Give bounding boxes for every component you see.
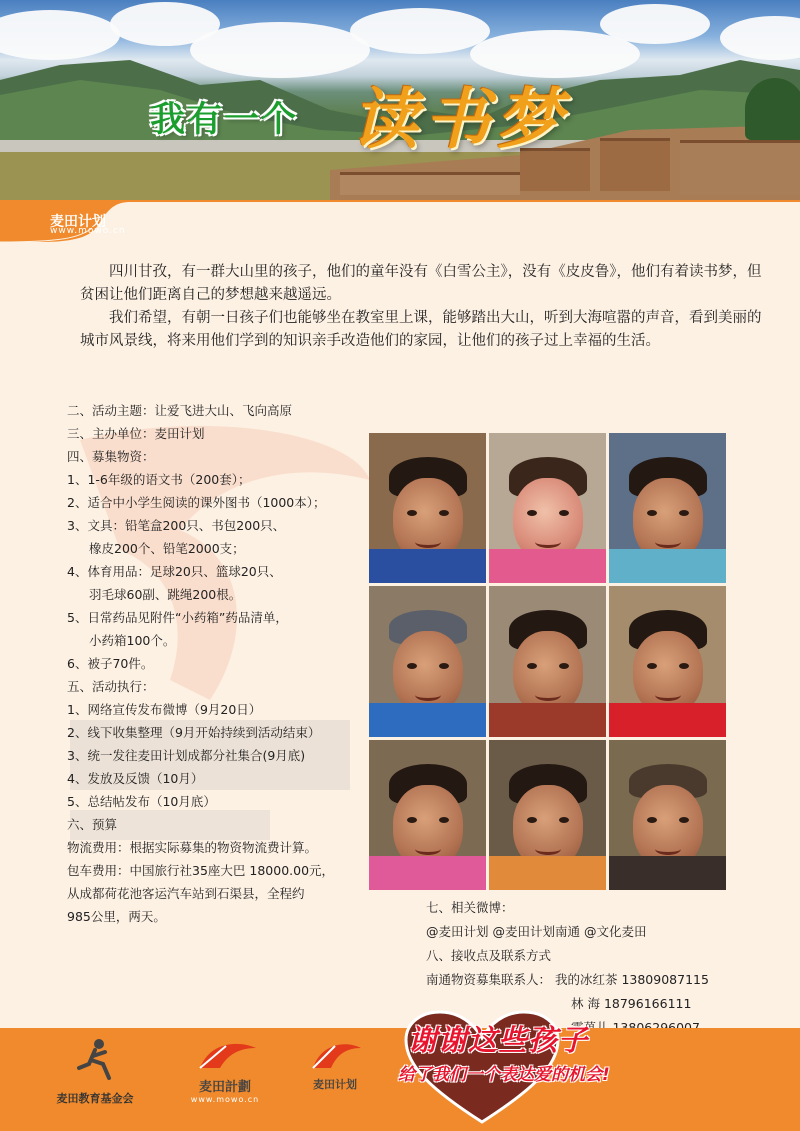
clothing bbox=[369, 703, 486, 737]
detail-line: 3、统一发往麦田计划成都分社集合(9月底) bbox=[67, 748, 306, 763]
child-photo bbox=[609, 586, 726, 737]
detail-line: 4、发放及反馈（10月） bbox=[67, 771, 204, 786]
footer-logo-mtjh-url: www.mowo.cn bbox=[190, 1095, 260, 1104]
detail-line: 2、适合中小学生阅读的课外图书（1000本）； bbox=[67, 495, 326, 510]
footer-logo-foundation bbox=[40, 1038, 150, 1106]
footer-logo-mtjh-2-name: 麦田计划 bbox=[313, 1078, 357, 1091]
flag-logo-icon bbox=[305, 1038, 365, 1072]
clothing bbox=[489, 703, 606, 737]
thanks-line-1: 谢谢这些孩子 bbox=[408, 1023, 589, 1057]
logo-name: 麦田计划 bbox=[50, 214, 106, 230]
runner-icon bbox=[75, 1038, 115, 1082]
village-house bbox=[600, 138, 670, 191]
child-photo bbox=[489, 740, 606, 890]
title-part1: 我有一个 bbox=[150, 100, 299, 140]
detail-line: 五、活动执行： bbox=[67, 679, 155, 694]
child-photo bbox=[489, 586, 606, 737]
logo-url: www.mowo.cn bbox=[50, 226, 126, 236]
village-house bbox=[680, 140, 800, 195]
weibo-heading: 七、相关微博： bbox=[426, 900, 514, 915]
detail-line: 985公里，两天。 bbox=[67, 909, 166, 924]
child-photo bbox=[369, 433, 486, 583]
weibo-accounts: @麦田计划 @麦田计划南通 @文化麦田 bbox=[426, 924, 647, 939]
detail-line: 三、主办单位：麦田计划 bbox=[67, 426, 205, 441]
intro-paragraph-1: 四川甘孜，有一群大山里的孩子，他们的童年没有《白雪公主》，没有《皮皮鲁》，他们有着读书梦，但贫困让他们距离自己的梦想越来越遥远。 bbox=[80, 264, 762, 303]
contact-line-1: 南通物资募集联系人： 我的冰红茶 13809087115 bbox=[426, 972, 709, 987]
detail-line: 3、文具：铅笔盒200只、书包200只、 bbox=[67, 518, 286, 533]
child-photo bbox=[369, 586, 486, 737]
detail-line: 2、线下收集整理（9月开始持续到活动结束） bbox=[67, 725, 321, 740]
footer-logo-foundation-label: 麦田教育基金会 bbox=[56, 1092, 134, 1105]
clothing bbox=[609, 703, 726, 737]
footer-logo-mtjh-2 bbox=[290, 1038, 380, 1092]
title-part2: 读书梦 bbox=[352, 80, 568, 158]
clothing bbox=[609, 856, 726, 890]
clothing bbox=[489, 549, 606, 583]
footer-logo-mtjh-name: 麦田計劃 bbox=[198, 1080, 251, 1095]
detail-line: 二、活动主题：让爱飞进大山、飞向高原 bbox=[67, 403, 293, 418]
cloud bbox=[600, 4, 710, 44]
detail-line: 4、体育用品：足球20只、篮球20只、 bbox=[67, 564, 282, 579]
child-photo bbox=[609, 433, 726, 583]
logo-swoosh bbox=[0, 198, 800, 246]
detail-line: 四、募集物资： bbox=[67, 449, 155, 464]
flag-logo-icon bbox=[190, 1038, 260, 1072]
detail-line: 5、日常药品见附件“小药箱”药品清单， bbox=[67, 610, 288, 625]
child-photo bbox=[489, 433, 606, 583]
clothing bbox=[609, 549, 726, 583]
contact-heading: 八、接收点及联系方式 bbox=[426, 948, 552, 963]
intro-paragraph-2: 我们希望，有朝一日孩子们也能够坐在教室里上课，能够踏出大山，听到大海喧嚣的声音，看到美丽的城市风景线，将来用他们学到的知识亲手改造他们的家园，让他们的孩子过上幸福的生活。 bbox=[80, 310, 762, 349]
detail-line: 羽毛球60副、跳绳200根。 bbox=[89, 587, 242, 602]
detail-line: 1、1-6年级的语文书（200套）； bbox=[67, 472, 251, 487]
clothing bbox=[489, 856, 606, 890]
detail-line: 小药箱100个。 bbox=[89, 633, 176, 648]
tree bbox=[745, 78, 800, 140]
detail-line: 从成都荷花池客运汽车站到石渠县，全程约 bbox=[67, 886, 305, 901]
clothing bbox=[369, 549, 486, 583]
children-photo-grid bbox=[369, 433, 732, 890]
detail-line: 六、预算 bbox=[67, 817, 118, 832]
village-house bbox=[340, 172, 520, 195]
activity-details bbox=[67, 399, 367, 928]
child-photo bbox=[369, 740, 486, 890]
contact-line-2: 林 海 18796166111 bbox=[571, 996, 692, 1011]
footer-logo-mtjh bbox=[175, 1038, 275, 1104]
detail-line: 物流费用：根据实际募集的物资物流费计算。 bbox=[67, 840, 318, 855]
detail-line: 橡皮200个、铅笔2000支； bbox=[89, 541, 245, 556]
detail-line: 1、网络宣传发布微博（9月20日） bbox=[67, 702, 262, 717]
detail-line: 5、总结帖发布（10月底） bbox=[67, 794, 216, 809]
detail-line: 包车费用：中国旅行社35座大巴 18000.00元， bbox=[67, 863, 335, 878]
clothing bbox=[369, 856, 486, 890]
detail-line: 6、被子70件。 bbox=[67, 656, 154, 671]
child-photo bbox=[609, 740, 726, 890]
thanks-line-2: 给了我们一个表达爱的机会! bbox=[398, 1065, 610, 1085]
